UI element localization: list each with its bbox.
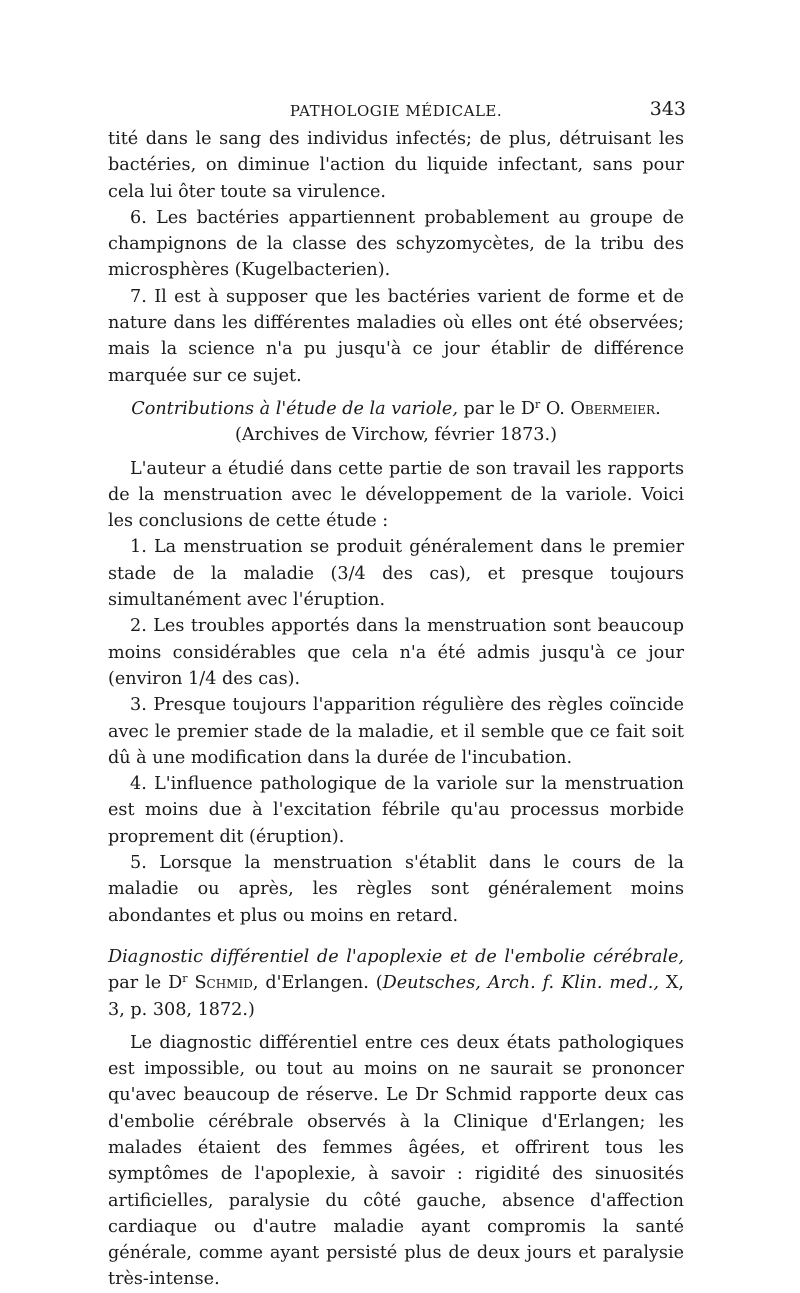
article-author: Schmid,: [194, 973, 259, 994]
article-author-initial: O.: [545, 398, 565, 419]
article-source-rest: X, 3, p. 308, 1872.): [108, 973, 685, 1020]
article-source-line: [108, 422, 684, 448]
conclusion-2: 2. Les troubles apportés dans la menstruation sont beaucoup moins considérables que cela n'a été admis jusqu'à ce jour (environ 1/4 des cas).: [108, 616, 684, 689]
article-title: Diagnostic différentiel de l'apoplexie et de l'embolie cérébrale,: [108, 946, 684, 967]
article-author-place: d'Erlangen.: [265, 973, 369, 994]
article-by: par le D: [108, 973, 183, 994]
article-by: par le D: [463, 398, 536, 419]
running-title: PATHOLOGIE MÉDICALE.: [289, 102, 503, 120]
running-head: [108, 98, 684, 122]
article-source-open: (: [375, 973, 383, 994]
conclusion-4: 4. L'influence pathologique de la variole sur la menstruation est moins due à l'excitation fébrile qu'au processus morbide proprement dit (éruption).: [108, 774, 684, 847]
article-title-line: [108, 944, 684, 1023]
paragraph-continuation: tité dans le sang des individus infectés; de plus, détruisant les bactéries, on diminue l'action du liquide infectant, sans pour cela lui ôter toute sa virulence.: [108, 129, 684, 202]
article-title-line: [108, 396, 684, 422]
article-title: Contributions à l'étude de la variole,: [131, 398, 458, 419]
numbered-point-7: 7. Il est à supposer que les bactéries varient de forme et de nature dans les différentes maladies où elles ont été observées; mais la science n'a pu jusqu'à ce jour établir de différence marquée sur ce sujet.: [108, 286, 684, 386]
article-source-journal: Deutsches, Arch. f. Klin. med.,: [382, 973, 659, 994]
page-body: [108, 126, 684, 1293]
numbered-point-6: 6. Les bactéries appartiennent probablement au groupe de champignons de la classe des schyzomycètes, de la tribu des microsphères (Kugelbacterien).: [108, 207, 684, 281]
page-number: 343: [649, 98, 686, 120]
article-intro: L'auteur a étudié dans cette partie de son travail les rapports de la menstruation avec le développement de la variole. Voici les conclusions de cette étude :: [108, 458, 684, 532]
article-heading-variole: [108, 396, 684, 449]
article-heading-apoplexie: [108, 944, 684, 1023]
article-by-sup: r: [535, 397, 541, 411]
conclusion-5: 5. Lorsque la menstruation s'établit dans le cours de la maladie ou après, les règles sont généralement moins abondantes et plus ou moins en retard.: [108, 853, 684, 926]
article-by-sup: r: [182, 972, 188, 986]
conclusion-3: 3. Presque toujours l'apparition régulière des règles coïncide avec le premier stade de la maladie, et il semble que ce fait soit dû à une modification dans la durée de l'incubation.: [108, 695, 684, 768]
conclusion-1: 1. La menstruation se produit généralement dans le premier stade de la maladie (3/4 des cas), et presque toujours simultanément avec l'éruption.: [108, 537, 684, 611]
article-source: (Archives de Virchow, février 1873.): [235, 425, 557, 446]
article-author: Obermeier.: [570, 398, 661, 419]
article-body: Le diagnostic différentiel entre ces deux états pathologiques est impossible, ou tout au moins on ne saurait se prononcer qu'avec beaucoup de réserve. Le Dr Schmid rapporte deux cas d'embolie cérébrale observés à la Clinique d'Erlangen; les malades étaient des femmes âgées, et offrirent tous les symptômes de l'apoplexie, à savoir : rigidité des sinuosités artificielles, paralysie du côté gauche, absence d'affection cardiaque ou d'autre maladie ayant compromis la santé générale, comme ayant persisté plus de deux jours et paralysie très-intense.: [108, 1032, 684, 1290]
